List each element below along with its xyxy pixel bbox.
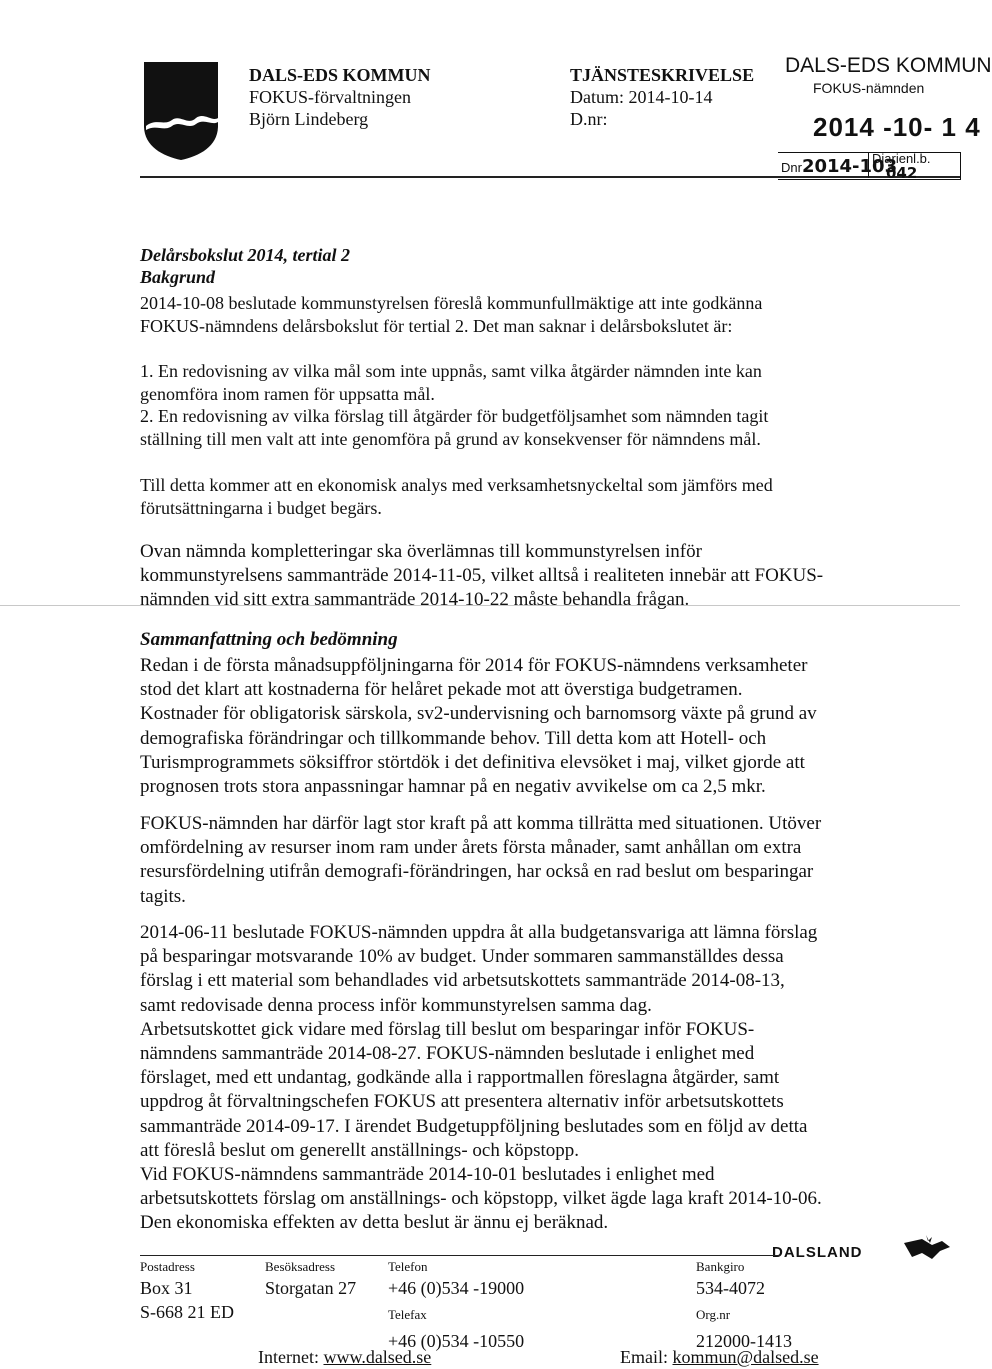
footer-divider	[140, 1255, 780, 1256]
author-name: Björn Lindeberg	[249, 109, 369, 129]
email-link[interactable]: kommun@dalsed.se	[672, 1347, 819, 1367]
stamp-unit: FOKUS-nämnden	[813, 80, 925, 96]
orgnr-value: 212000-1413	[696, 1331, 792, 1351]
telefax-label: Telefax	[388, 1307, 427, 1322]
bankgiro-label: Bankgiro	[696, 1259, 745, 1274]
besoksadress-label: Besöksadress	[265, 1259, 336, 1274]
website-link[interactable]: www.dalsed.se	[323, 1347, 432, 1367]
bankgiro-value: 534-4072	[696, 1278, 765, 1298]
telefax-value: +46 (0)534 -10550	[388, 1331, 525, 1351]
telefon-value: +46 (0)534 -19000	[388, 1278, 525, 1298]
telefon-label: Telefon	[388, 1259, 428, 1274]
stamp-dnr-label: Dnr	[781, 160, 802, 175]
coat-of-arms-logo	[142, 60, 220, 162]
stamp-date: 2014 -10- 1 4	[813, 112, 981, 142]
postadress-line2: S-668 21 ED	[140, 1302, 234, 1322]
department-name: FOKUS-förvaltningen	[249, 87, 411, 107]
document-type: TJÄNSTESKRIVELSE	[570, 65, 755, 85]
besoksadress-value: Storgatan 27	[265, 1278, 357, 1298]
document-date: Datum: 2014-10-14	[570, 87, 713, 107]
stamp-diarieplan-value: 042	[886, 164, 918, 182]
svg-text:DALSLAND: DALSLAND	[772, 1244, 863, 1261]
summary-paragraph-3: 2014-06-11 beslutade FOKUS-nämnden uppdra åt alla budgetansvariga att lämna förslag på besparingar motsvarande 10% av budget. Under sommaren sammanställdes dessa förslag i ett material som behandlades vid arbetsutskottets sammanträde 2014-08-13, samt redovisade denna process inför kommunstyrelsen samma dag. Arbetsutskottet gick vidare med förslag till beslut om besparingar inför FOKUS- nämndens sammanträde 2014-08-27. FOKUS-nämnden beslutade i enlighet med förslaget, med ett undantag, godkände alla i rapportmallen föreslagna åtgärder, samt uppdrog åt förvaltningschefen FOKUS att presentera alternativ inför arbetsutskottets sammanträde 2014-09-17. I ärendet Budgetuppföljning beslutades som en följd av detta att föreslå beslut om generellt anställnings- och köpstopp. Vid FOKUS-nämndens sammanträde 2014-10-01 beslutades i enlighet med arbetsutskottets förslag om anställnings- och köpstopp, vilket ägde laga kraft 2014-10-06. Den ekonomiska effekten av detta beslut är ännu ej beräknad.	[140, 922, 822, 1234]
postadress-line1: Box 31	[140, 1278, 193, 1298]
stamp-dnr-value: 2014-103	[801, 156, 898, 177]
stamp-diarieplan-label: Diarienl.b.	[872, 151, 931, 166]
internet-label: Internet:	[258, 1347, 319, 1367]
background-paragraph: 2014-10-08 beslutade kommunstyrelsen föreslå kommunfullmäktige att inte godkänna FOKUS-nämndens delårsbokslut för tertial 2. Det man saknar i delårsbokslutet är:	[140, 293, 763, 336]
organization-name: DALS-EDS KOMMUN	[249, 65, 431, 85]
postadress-label: Postadress	[140, 1259, 195, 1274]
dalsland-logo	[772, 1233, 962, 1265]
email-label: Email:	[620, 1347, 668, 1367]
summary-heading: Sammanfattning och bedömning	[140, 629, 398, 650]
orgnr-label: Org.nr	[696, 1307, 731, 1322]
summary-paragraph-2: FOKUS-nämnden har därför lagt stor kraft på att komma tillrätta med situationen. Utöver omfördelning av resurser inom ram under årets första månader, samt anhållan om extra resursfördelning utifrån demografi-förändringen, har också en rad beslut om besparingar tagits.	[140, 813, 822, 907]
scan-fold-line	[0, 605, 960, 606]
complement-paragraph: Ovan nämnda kompletteringar ska överlämnas till kommunstyrelsen inför kommunstyrelsens sammanträde 2014-11-05, vilket alltså i realiteten innebär att FOKUS- nämnden vid sitt extra sammanträde 2014-10-22 måste behandla frågan.	[140, 541, 824, 611]
stamp-org: DALS-EDS KOMMUN	[785, 54, 992, 77]
document-title: Delårsbokslut 2014, tertial 2	[140, 245, 351, 265]
background-heading: Bakgrund	[140, 267, 216, 287]
list-item: 1. En redovisning av vilka mål som inte uppnås, samt vilka åtgärder nämnden inte kan genomföra inom ramen för uppsatta mål.	[140, 361, 762, 404]
list-item: 2. En redovisning av vilka förslag till åtgärder för budgetföljsamhet som nämnden tagit ställning till men valt att inte genomföra på grund av konsekvenser för nämndens mål.	[140, 406, 769, 449]
summary-paragraph-1: Redan i de första månadsuppföljningarna för 2014 för FOKUS-nämndens verksamheter stod det klart att kostnaderna för helåret pekade mot att överstiga budgetramen. Kostnader för obligatorisk särskola, sv2-undervisning och barnomsorg växte på grund av demografiska förändringar och tillkommande behov. Till detta kom att Hotell- och Turismprogrammets söksiffror störtdök i det definitiva elevsöket i maj, vilket gjorde att prognosen trots stora anpassningar hamnar på en negativ avvikelse om ca 2,5 mkr.	[140, 655, 817, 798]
analysis-paragraph: Till detta kommer att en ekonomisk analys med verksamhetsnyckeltal som jämförs med förutsättningarna i budget begärs.	[140, 475, 773, 518]
document-dnr: D.nr:	[570, 109, 608, 129]
